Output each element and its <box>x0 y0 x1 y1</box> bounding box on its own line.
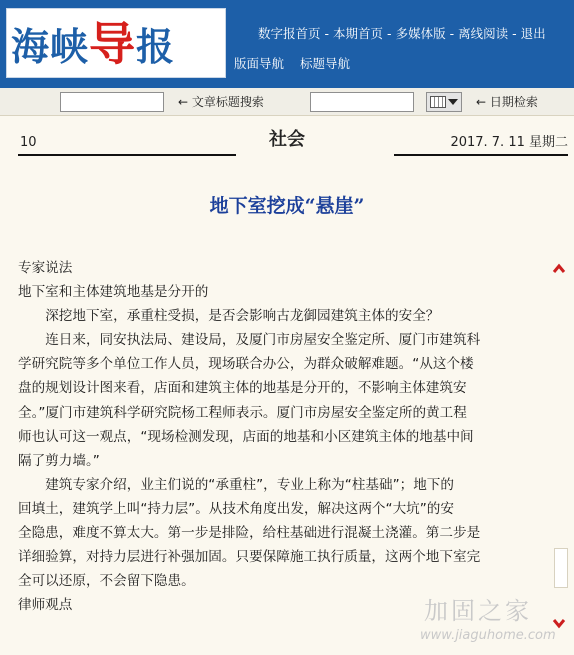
watermark <box>418 596 568 652</box>
nav-page-navigation[interactable]: 版面导航 <box>234 56 285 71</box>
nav-issue-home[interactable]: 本期首页 <box>333 26 384 41</box>
top-nav <box>258 24 546 44</box>
nav-digital-home[interactable]: 数字报首页 <box>258 26 321 41</box>
nav-separator <box>288 56 296 71</box>
paragraph-line: 师也认可这一观点，“现场检测发现，店面的地基和小区建筑主体的地基中间 <box>18 428 474 445</box>
secondary-nav <box>234 54 350 74</box>
calendar-dropdown[interactable] <box>426 92 462 112</box>
watermark-name: 加固之家 <box>424 597 532 625</box>
nav-separator: - <box>324 26 330 41</box>
scroll-up-arrow-icon[interactable] <box>552 262 566 276</box>
logo-text-red: 导 <box>89 17 137 71</box>
divider-right <box>394 154 568 156</box>
paragraph-line: 隔了剪力墙。” <box>18 452 100 469</box>
search-bar <box>0 88 574 116</box>
nav-title-navigation[interactable]: 标题导航 <box>299 56 350 71</box>
nav-multimedia[interactable]: 多媒体版 <box>395 26 446 41</box>
page-number: 10 <box>20 135 37 150</box>
subheading-foundation: 地下室和主体建筑地基是分开的 <box>18 284 209 301</box>
subheading-lawyer: 律师观点 <box>18 597 73 614</box>
paragraph-line: 全可以还原，不会留下隐患。 <box>18 573 195 590</box>
logo-text-end: 报 <box>136 24 176 69</box>
article-body <box>18 256 542 617</box>
title-search-input[interactable] <box>60 92 164 112</box>
masthead <box>0 0 574 88</box>
nav-exit[interactable]: 退出 <box>520 26 546 41</box>
calendar-icon <box>430 96 446 108</box>
paragraph-line: 深挖地下室，承重柱受损，是否会影响古龙御园建筑主体的安全？ <box>45 308 440 325</box>
date-search-input[interactable] <box>310 92 414 112</box>
paragraph-line: 全。”厦门市建筑科学研究院杨工程师表示。厦门市房屋安全鉴定所的黄工程 <box>18 404 467 421</box>
nav-separator: - <box>512 26 517 41</box>
nav-separator: - <box>387 26 392 41</box>
nav-offline-read[interactable]: 离线阅读 <box>458 26 509 41</box>
dropdown-arrow-icon <box>448 99 458 105</box>
paragraph-line: 全隐患，难度不算太大。第一步是排险，给柱基础进行混凝土浇灌。第二步是 <box>18 525 481 542</box>
divider-left <box>18 154 236 156</box>
paragraph-line: 详细验算，对持力层进行补强加固。只要保障施工执行质量，这两个地下室完 <box>18 549 481 566</box>
newspaper-logo[interactable] <box>6 8 226 78</box>
section-name: 社会 <box>269 129 305 150</box>
title-search-button[interactable]: ← 文章标题搜索 <box>178 95 264 109</box>
nav-separator: - <box>449 26 455 41</box>
issue-date: 2017. 7. 11 星期二 <box>450 135 568 150</box>
paragraph-line: 回填土，建筑学上叫“持力层”。从技术角度出发，解决这两个“大坑”的安 <box>18 500 454 517</box>
subheading-expert: 专家说法 <box>18 260 73 276</box>
watermark-url: www.jiaguhome.com <box>420 628 556 643</box>
date-search-button[interactable]: ← 日期检索 <box>476 95 538 109</box>
page-info-bar <box>0 124 574 160</box>
paragraph-line: 学研究院等多个单位工作人员，现场联合办公，为群众破解难题。“从这个楼 <box>18 356 474 373</box>
article-title: 地下室挖成“悬崖” <box>209 195 365 217</box>
paragraph-line: 连日来，同安执法局、建设局，及厦门市房屋安全鉴定所、厦门市建筑科 <box>45 332 481 349</box>
logo-text-main: 海峡 <box>11 24 90 69</box>
scrollbar-thumb[interactable] <box>554 548 568 588</box>
paragraph-line: 建筑专家介绍，业主们说的“承重柱”，专业上称为“柱基础”；地下的 <box>45 476 454 493</box>
paragraph-line: 盘的规划设计图来看，店面和建筑主体的地基是分开的，不影响主体建筑安 <box>18 380 467 397</box>
